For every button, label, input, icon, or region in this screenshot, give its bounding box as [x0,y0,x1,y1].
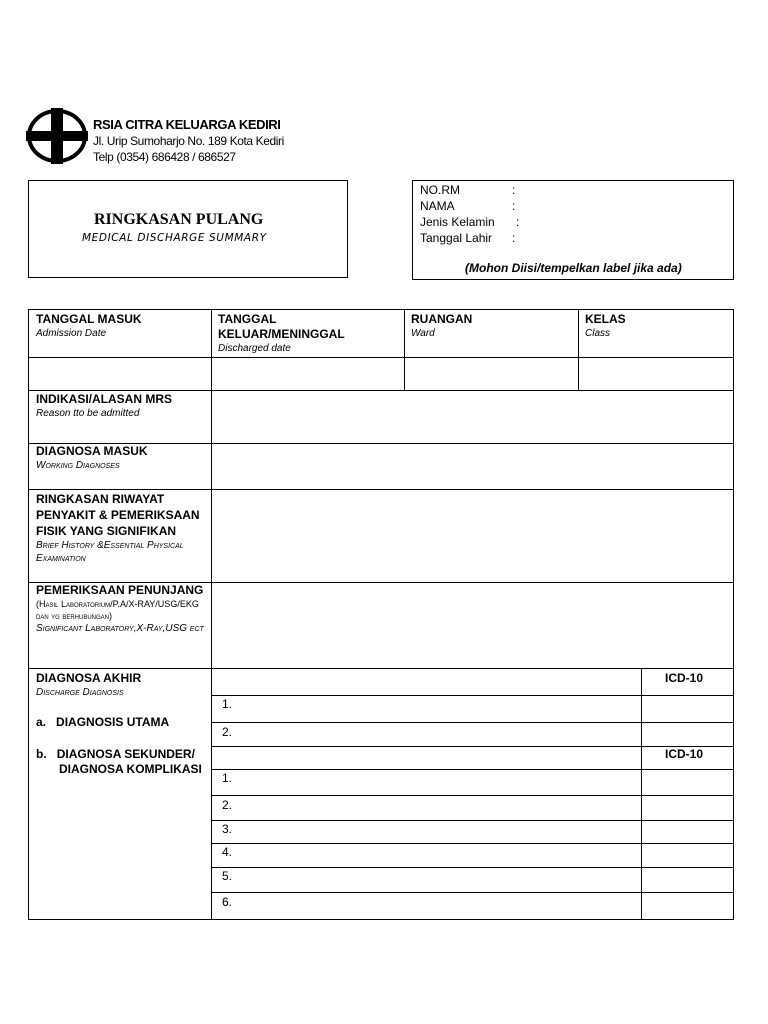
secondary-diagnosis-row-1: 1. [222,771,233,785]
admission-date-header: TANGGAL MASUK Admission Date [36,312,142,339]
hospital-name: RSIA CITRA KELUARGA KEDIRI [93,117,281,132]
icd10-header-main: ICD-10 [665,671,704,685]
final-diagnosis-label: DIAGNOSA AKHIR Discharge Diagnosis [36,671,142,698]
secondary-diagnosis-row-4: 4. [222,845,233,859]
class-header: KELAS Class [585,312,626,339]
label-field-gender: Jenis Kelamin : [420,215,520,229]
icd10-header-secondary: ICD-10 [665,747,704,761]
secondary-diagnosis-row-3: 3. [222,822,233,836]
secondary-diagnosis-row-6: 6. [222,895,233,909]
label-field-dob: Tanggal Lahir : [420,231,516,245]
ward-header: RUANGAN Ward [411,312,473,339]
secondary-diagnosis-row-2: 2. [222,798,233,812]
secondary-diagnosis-label: b. DIAGNOSA SEKUNDER/ DIAGNOSA KOMPLIKASI [36,747,202,776]
page-title: RINGKASAN PULANG [94,211,264,228]
main-diagnosis-row-2: 2. [222,725,233,739]
supporting-exam-label: PEMERIKSAAN PENUNJANG (Hasil Laboratorium/P.A/X-RAY/USG/EKG dan yg berhubungan) Significant Laboratory,X-Ray,USG ect [36,583,204,634]
discharge-date-header: TANGGAL KELUAR/MENINGGAL Discharged date [218,312,345,354]
secondary-diagnosis-row-5: 5. [222,869,233,883]
title-box [28,180,348,278]
reason-admitted-label: INDIKASI/ALASAN MRS Reason tto be admitted [36,392,173,419]
label-note: (Mohon Diisi/tempelkan label jika ada) [465,261,682,275]
label-field-norm: NO.RM : [420,183,516,197]
working-diagnosis-label: DIAGNOSA MASUK Working Diagnoses [36,444,148,471]
main-diagnosis-label: a. DIAGNOSIS UTAMA [36,715,170,729]
hospital-header [93,118,284,167]
page-subtitle: MEDICAL DISCHARGE SUMMARY [82,232,267,244]
hospital-address: Jl. Urip Sumoharjo No. 189 Kota Kediri [93,134,284,148]
cross-in-circle-logo [26,108,88,164]
history-label: RINGKASAN RIWAYAT PENYAKIT & PEMERIKSAAN FISIK YANG SIGNIFIKAN Brief History &Essential Physical Examination [36,492,200,564]
label-field-nama: NAMA : [420,199,516,213]
patient-label-box [412,180,734,280]
main-diagnosis-row-1: 1. [222,697,233,711]
discharge-form-table [28,309,734,920]
hospital-phone: Telp (0354) 686428 / 686527 [93,150,236,164]
